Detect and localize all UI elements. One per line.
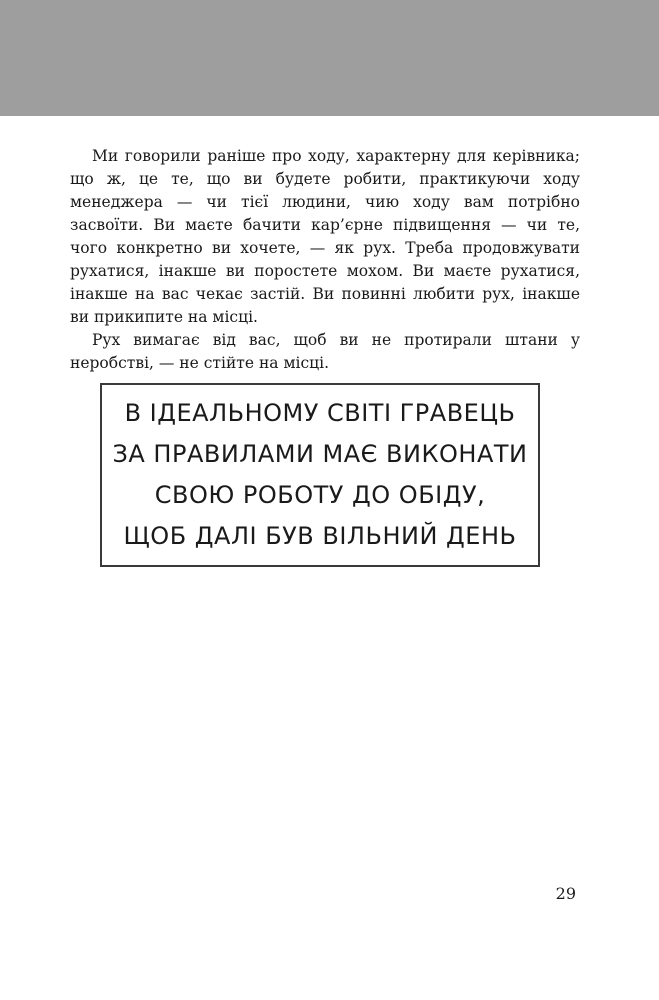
header-band xyxy=(0,0,659,116)
body-text xyxy=(70,145,580,375)
pull-quote-line: ЩОБ ДАЛІ БУВ ВІЛЬНИЙ ДЕНЬ xyxy=(123,522,517,550)
pull-quote-line: СВОЮ РОБОТУ ДО ОБІДУ, xyxy=(154,481,486,509)
page-number: 29 xyxy=(555,884,576,903)
pull-quote-line: В ІДЕАЛЬНОМУ СВІТІ ГРАВЕЦЬ xyxy=(124,399,516,427)
pull-quote-line: ЗА ПРАВИЛАМИ МАЄ ВИКОНАТИ xyxy=(112,440,528,468)
pull-quote-box xyxy=(100,383,540,567)
paragraph: Ми говорили раніше про ходу, характерну для керівника; що ж, це те, що ви будете робити, практикуючи ходу менеджера — чи тієї людини, чию ходу вам потрібно засвоїти. Ви маєте бачити кар’єрне підвищення — чи те, чого конкретно ви хочете, — як рух. Треба продовжувати рухатися, інакше ви поростете мохом. Ви маєте рухатися, інакше на вас чекає застій. Ви повинні любити рух, інакше ви прикипите на місці. xyxy=(70,147,580,326)
paragraph: Рух вимагає від вас, щоб ви не протирали штани у неробстві, — не стійте на місці. xyxy=(70,331,580,372)
